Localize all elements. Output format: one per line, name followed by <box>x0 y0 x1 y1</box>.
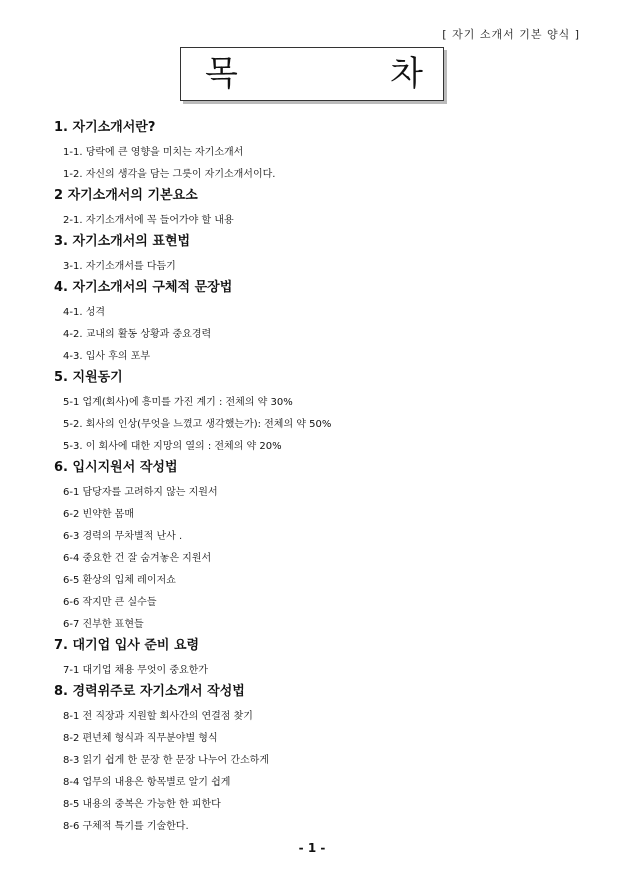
toc-title-box <box>180 47 444 101</box>
toc-title-right: 차 <box>390 54 423 94</box>
toc-item: 4-3. 입사 후의 포부 <box>63 351 151 362</box>
section-title: 6. 입시지원서 작성법 <box>54 460 178 475</box>
section-title: 5. 지원동기 <box>54 370 123 385</box>
toc-section <box>54 368 574 458</box>
toc-item: 2-1. 자기소개서에 꼭 들어가야 할 내용 <box>63 215 234 226</box>
toc-section <box>54 232 574 278</box>
toc-section <box>54 118 574 186</box>
section-title: 1. 자기소개서란? <box>54 120 156 135</box>
page-number: - 1 - <box>298 841 326 855</box>
toc-item: 8-3 읽기 쉽게 한 문장 한 문장 나누어 간소하게 <box>63 755 269 766</box>
toc-item: 4-2. 교내의 활동 상황과 중요경력 <box>63 329 212 340</box>
toc-item: 6-1 담당자를 고려하지 않는 지원서 <box>63 487 218 498</box>
toc-item: 6-5 환상의 입체 레이저쇼 <box>63 575 176 586</box>
section-title: 7. 대기업 입사 준비 요령 <box>54 638 200 653</box>
toc-item: 4-1. 성격 <box>63 307 106 318</box>
section-title: 4. 자기소개서의 구체적 문장법 <box>54 280 233 295</box>
toc-item: 6-2 빈약한 몸매 <box>63 509 134 520</box>
toc-section <box>54 682 574 838</box>
toc-section <box>54 278 574 368</box>
toc-item: 6-7 진부한 표현들 <box>63 619 144 630</box>
toc-item: 5-1 업계(회사)에 흥미를 가진 계기 : 전체의 약 30% <box>63 397 293 408</box>
section-title: 2 자기소개서의 기본요소 <box>54 188 198 203</box>
toc-item: 7-1 대기업 채용 무엇이 중요한가 <box>63 665 208 676</box>
toc-item: 6-4 중요한 건 잘 숨겨놓은 지원서 <box>63 553 212 564</box>
toc-section <box>54 186 574 232</box>
toc-item: 8-1 전 직장과 지원할 회사간의 연결점 찾기 <box>63 711 253 722</box>
toc-item: 6-3 경력의 무차별적 난사 . <box>63 531 183 542</box>
section-title: 3. 자기소개서의 표현법 <box>54 234 191 249</box>
toc-item: 8-5 내용의 중복은 가능한 한 피한다 <box>63 799 221 810</box>
toc-item: 5-2. 회사의 인상(무엇을 느꼈고 생각했는가): 전체의 약 50% <box>63 419 332 430</box>
toc-item: 1-2. 자신의 생각을 담는 그릇이 자기소개서이다. <box>63 169 276 180</box>
header-note: [ 자기 소개서 기본 양식 ] <box>442 28 580 41</box>
toc-item: 5-3. 이 회사에 대한 지망의 열의 : 전체의 약 20% <box>63 441 282 452</box>
toc-item: 8-6 구체적 특기를 기술한다. <box>63 821 189 832</box>
toc-item: 6-6 작지만 큰 실수들 <box>63 597 157 608</box>
section-title: 8. 경력위주로 자기소개서 작성법 <box>54 684 245 699</box>
toc-section <box>54 636 574 682</box>
toc-item: 8-2 편년체 형식과 직무분야별 형식 <box>63 733 218 744</box>
toc-item: 8-4 업무의 내용은 항목별로 알기 쉽게 <box>63 777 231 788</box>
toc-title-left: 목 <box>205 54 238 94</box>
toc-item: 3-1. 자기소개서를 다듬기 <box>63 261 176 272</box>
toc-section <box>54 458 574 636</box>
table-of-contents <box>54 118 574 838</box>
toc-item: 1-1. 당락에 큰 영향을 미치는 자기소개서 <box>63 147 244 158</box>
